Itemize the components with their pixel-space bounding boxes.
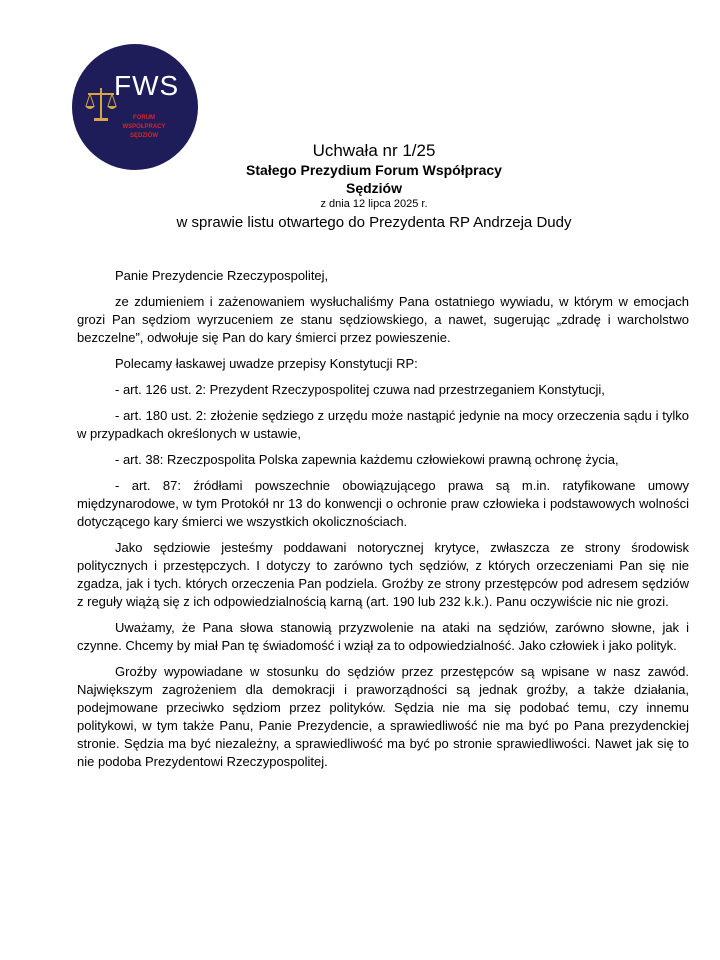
resolution-date: z dnia 12 lipca 2025 r. bbox=[320, 198, 428, 210]
paragraph-article-126: - art. 126 ust. 2: Prezydent Rzeczypospolitej czuwa nad przestrzeganiem Konstytucji, bbox=[115, 382, 605, 397]
logo-wordmark: FWS bbox=[114, 70, 180, 101]
paragraph: Uważamy, że Pana słowa stanowią przyzwolenie na ataki na sędziów, zarówno słowne, jak i czynne. Chcemy by miał Pan tę świadomość i wziął za to odpowiedzialność. Jako człowiek i jako polityk. bbox=[77, 620, 689, 653]
scales-of-justice-icon bbox=[84, 84, 118, 124]
paragraph-article-180: - art. 180 ust. 2: złożenie sędziego z urzędu może nastąpić jedynie na mocy orzeczenia sądu i tylko w przypadkach określonych w ustawie, bbox=[77, 408, 689, 441]
paragraph: Polecamy łaskawej uwadze przepisy Konstytucji RP: bbox=[115, 356, 418, 371]
resolution-subject: w sprawie listu otwartego do Prezydenta RP Andrzeja Dudy bbox=[176, 214, 572, 231]
letter-body bbox=[77, 267, 689, 779]
paragraph-salutation: Panie Prezydencie Rzeczypospolitej, bbox=[115, 268, 329, 283]
resolution-title: Uchwała nr 1/25 bbox=[312, 141, 436, 160]
logo-subtitle: FORUM WSPÓŁPRACY SĘDZIÓW bbox=[122, 115, 166, 139]
paragraph-article-38: - art. 38: Rzeczpospolita Polska zapewnia każdemu człowiekowi prawną ochronę życia, bbox=[115, 452, 619, 467]
presidium-name-line1: Stałego Prezydium Forum Współpracy bbox=[246, 162, 502, 178]
paragraph: ze zdumieniem i zażenowaniem wysłuchaliśmy Pana ostatniego wywiadu, w którym w emocjach grozi Pan sędziom wyrzuceniem ze stanu sędziowskiego, a nawet, sugerując „zdradę i warcholstwo bezczelne”, odwołuje się Pan do kary śmierci przez powieszenie. bbox=[77, 294, 689, 345]
paragraph-article-87: - art. 87: źródłami powszechnie obowiązującego prawa są m.in. ratyfikowane umowy międzynarodowe, w tym Protokół nr 13 do konwencji o ochronie praw człowieka i podstawowych wolności dotyczącego kary śmierci we wszystkich okolicznościach. bbox=[77, 478, 689, 529]
paragraph: Jako sędziowie jesteśmy poddawani notorycznej krytyce, zwłaszcza ze strony środowisk politycznych i przestępczych. I dotyczy to zarówno tych sędziów, z których orzeczeniami Pan się nie zgadza, jak i tych. których orzeczenia Pan podziela. Groźby ze strony przestępców pod adresem sędziów z reguły wiążą się z ich odpowiedzialnością karną (art. 190 lub 232 k.k.). Panu oczywiście nic nie grozi. bbox=[77, 540, 689, 609]
paragraph: Groźby wypowiadane w stosunku do sędziów przez przestępców są wpisane w nasz zawód. Największym zagrożeniem dla demokracji i praworządności są jednak groźby, a także działania, podejmowane przeciwko sędziom przez polityków. Sędzia nie ma się podobać temu, czy innemu politykowi, w tym także Panu, Panie Prezydencie, a sprawiedliwość nie ma być po Pana prezydenckiej stronie. Sędzia ma być niezależny, a sprawiedliwość ma być po stronie sprawiedliwości. Nawet jak się to nie podoba Prezydentowi Rzeczypospolitej. bbox=[77, 664, 689, 769]
presidium-name-line2: Sędziów bbox=[345, 180, 402, 196]
